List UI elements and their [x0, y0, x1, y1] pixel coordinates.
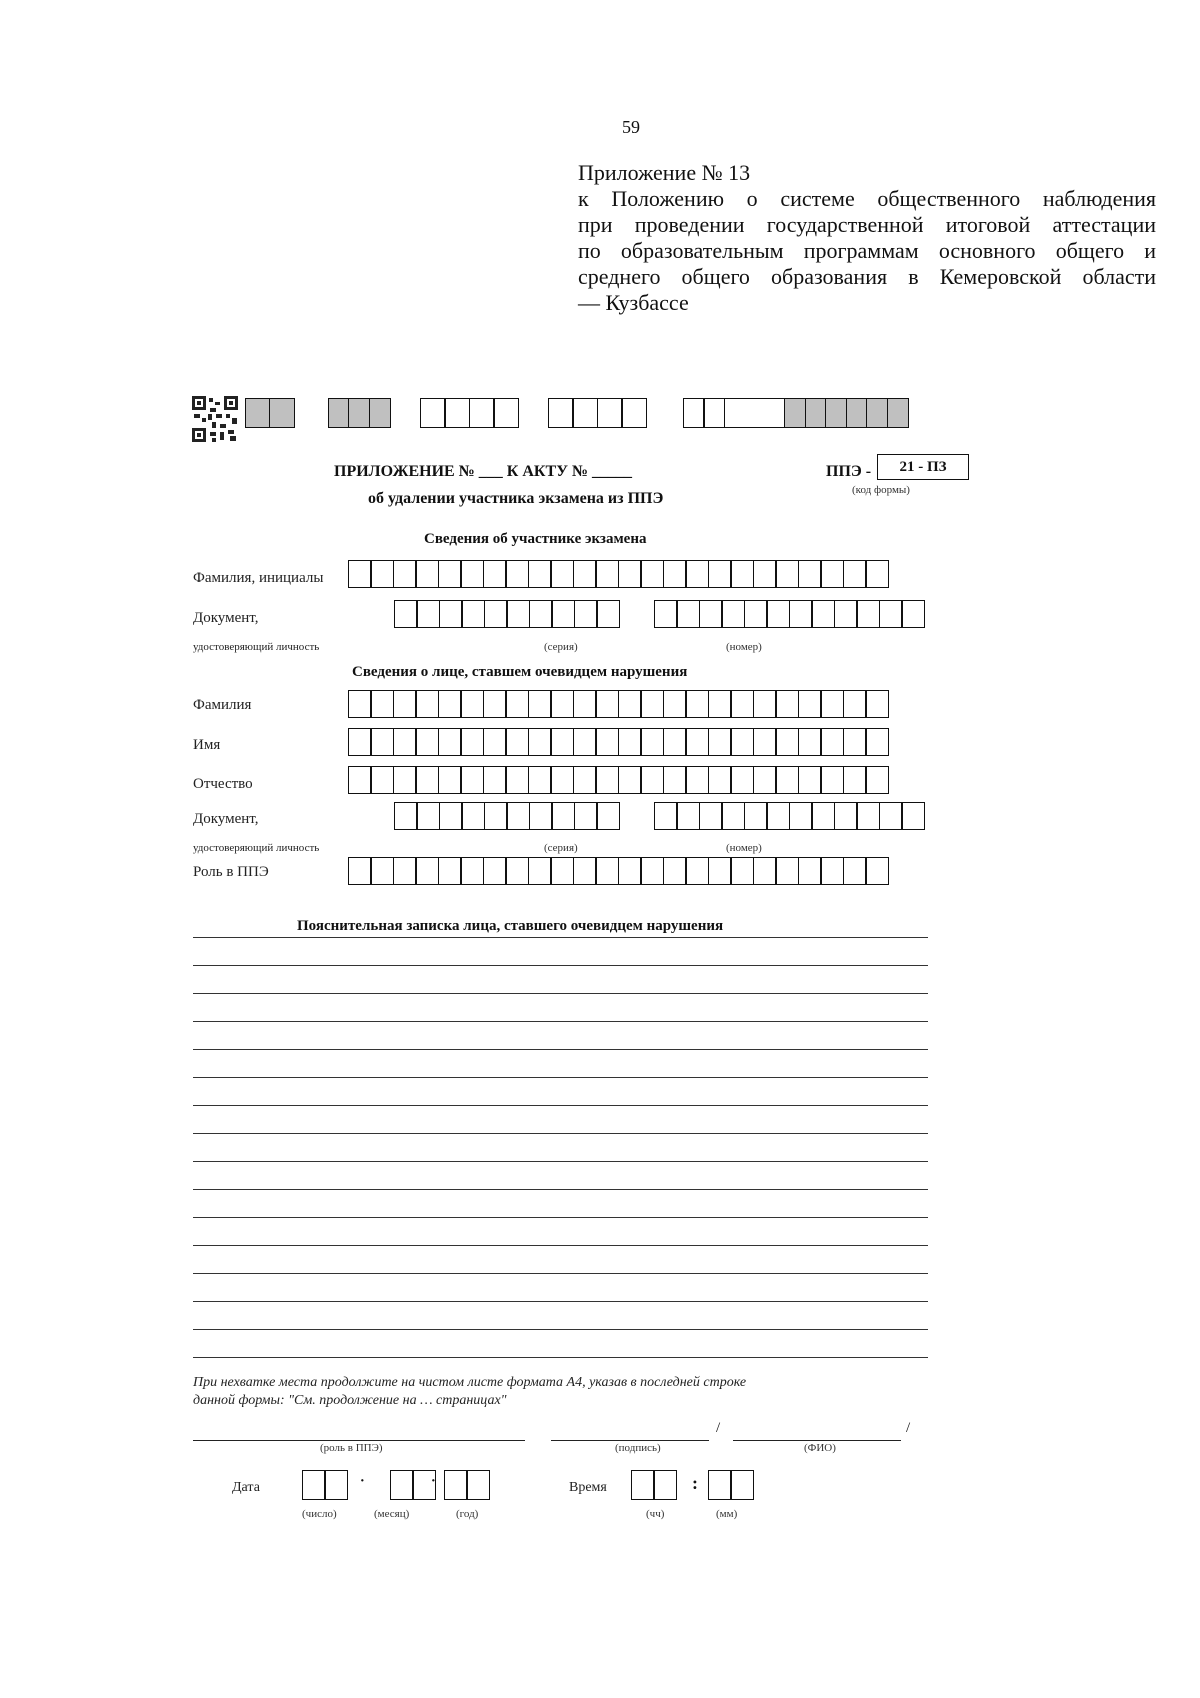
note-line[interactable]: [193, 1301, 928, 1302]
input-cell[interactable]: [618, 857, 642, 885]
qr-code-icon: [192, 396, 238, 442]
input-cell[interactable]: [685, 728, 709, 756]
input-cell[interactable]: [618, 766, 642, 794]
input-cell[interactable]: [483, 728, 507, 756]
input-cell[interactable]: [460, 560, 484, 588]
input-cell[interactable]: [663, 690, 687, 718]
input-cell[interactable]: [775, 857, 799, 885]
note-line[interactable]: [193, 1357, 928, 1358]
input-cell[interactable]: [550, 857, 574, 885]
input-cell[interactable]: [753, 857, 777, 885]
form-code-caption: (код формы): [852, 484, 910, 496]
input-cell[interactable]: [483, 766, 507, 794]
input-cell[interactable]: [663, 728, 687, 756]
input-cell[interactable]: [640, 728, 664, 756]
section-participant-title: Сведения об участнике экзамена: [424, 531, 647, 547]
code-cells-group-3[interactable]: [421, 398, 519, 426]
slash-2: /: [906, 1420, 911, 1436]
date-label: Дата: [232, 1480, 260, 1495]
input-cell[interactable]: [484, 802, 508, 830]
input-cell[interactable]: [699, 802, 723, 830]
input-cell[interactable]: [730, 728, 754, 756]
witness-patronymic-cells[interactable]: [349, 766, 889, 794]
surname-initials-label: Фамилия, инициалы: [193, 570, 324, 586]
input-cell[interactable]: [438, 560, 462, 588]
witness-patronymic-label: Отчество: [193, 776, 253, 792]
note-line[interactable]: [193, 1133, 928, 1134]
input-cell[interactable]: [708, 857, 732, 885]
document-number-cells[interactable]: [655, 600, 925, 628]
note-line[interactable]: [193, 1217, 928, 1218]
input-cell[interactable]: [393, 690, 417, 718]
input-cell[interactable]: [865, 690, 889, 718]
input-cell[interactable]: [721, 802, 745, 830]
input-cell[interactable]: [811, 600, 835, 628]
input-cell[interactable]: [460, 690, 484, 718]
input-cell[interactable]: [574, 600, 598, 628]
input-cell[interactable]: [348, 766, 372, 794]
note-line[interactable]: [193, 1021, 928, 1022]
input-cell[interactable]: [348, 690, 372, 718]
input-cell[interactable]: [574, 802, 598, 830]
note-line[interactable]: [193, 965, 928, 966]
date-year-caption: (год): [456, 1508, 479, 1520]
note-line[interactable]: [193, 937, 928, 938]
input-cell[interactable]: [505, 728, 529, 756]
continuation-note-2: данной формы: "См. продолжение на … страницах": [193, 1393, 507, 1408]
input-cell[interactable]: [834, 802, 858, 830]
appendix-number: Приложение № 13: [578, 160, 751, 185]
input-cell[interactable]: [820, 560, 844, 588]
input-cell[interactable]: [550, 690, 574, 718]
witness-document-number-cells[interactable]: [655, 802, 925, 830]
input-cell[interactable]: [595, 766, 619, 794]
input-cell[interactable]: [573, 766, 597, 794]
input-cell[interactable]: [529, 600, 553, 628]
input-cell[interactable]: [415, 690, 439, 718]
input-cell[interactable]: [865, 560, 889, 588]
ppe-prefix: ППЭ -: [826, 463, 872, 480]
input-cell[interactable]: [699, 600, 723, 628]
input-cell[interactable]: [483, 560, 507, 588]
appendix-line: — Кузбассе: [578, 290, 689, 315]
input-cell[interactable]: [506, 600, 530, 628]
input-cell[interactable]: [685, 857, 709, 885]
time-label: Время: [569, 1480, 607, 1495]
code-cells-group-4[interactable]: [549, 398, 647, 426]
input-cell[interactable]: [730, 560, 754, 588]
sig-role-caption: (роль в ППЭ): [320, 1442, 383, 1454]
input-cell[interactable]: [550, 560, 574, 588]
input-cell[interactable]: [595, 560, 619, 588]
input-cell[interactable]: [843, 857, 867, 885]
input-cell[interactable]: [798, 690, 822, 718]
input-cell[interactable]: [775, 728, 799, 756]
input-cell[interactable]: [551, 802, 575, 830]
input-cell[interactable]: [843, 766, 867, 794]
witness-name-cells[interactable]: [349, 728, 889, 756]
form-code-box: 21 - ПЗ: [877, 454, 969, 480]
form-subtitle: об удалении участника экзамена из ППЭ: [368, 490, 664, 507]
series-caption: (серия): [544, 641, 578, 653]
input-cell[interactable]: [528, 690, 552, 718]
input-cell[interactable]: [820, 766, 844, 794]
input-cell[interactable]: [753, 766, 777, 794]
input-cell[interactable]: [654, 600, 678, 628]
input-cell[interactable]: [730, 857, 754, 885]
input-cell[interactable]: [798, 560, 822, 588]
input-cell[interactable]: [820, 728, 844, 756]
appendix-header: [578, 160, 1156, 316]
input-cell[interactable]: [348, 728, 372, 756]
document-sub-label: удостоверяющий личность: [193, 641, 320, 653]
appendix-line: к Положению о системе общественного наблюдения: [578, 186, 1156, 211]
time-hh-caption: (чч): [646, 1508, 665, 1520]
date-separator-2: ·: [430, 1470, 437, 1492]
input-cell[interactable]: [753, 560, 777, 588]
document-label: Документ,: [193, 610, 259, 626]
sig-fio-caption: (ФИО): [804, 1442, 836, 1454]
input-cell[interactable]: [753, 728, 777, 756]
input-cell[interactable]: [685, 690, 709, 718]
input-cell[interactable]: [879, 802, 903, 830]
input-cell[interactable]: [595, 728, 619, 756]
input-cell[interactable]: [676, 600, 700, 628]
input-cell[interactable]: [789, 802, 813, 830]
signature-line[interactable]: [551, 1440, 709, 1441]
input-cell[interactable]: [766, 600, 790, 628]
input-cell[interactable]: [484, 600, 508, 628]
appendix-line: при проведении государственной итоговой аттестации: [578, 212, 1156, 237]
input-cell[interactable]: [483, 857, 507, 885]
input-cell[interactable]: [505, 690, 529, 718]
input-cell[interactable]: [529, 802, 553, 830]
section-witness-title: Сведения о лице, ставшем очевидцем нарушения: [352, 664, 688, 680]
witness-document-series-cells[interactable]: [395, 802, 620, 830]
input-cell[interactable]: [811, 802, 835, 830]
input-cell[interactable]: [865, 857, 889, 885]
input-cell[interactable]: [640, 690, 664, 718]
input-cell[interactable]: [551, 600, 575, 628]
input-cell[interactable]: [663, 560, 687, 588]
role-cells[interactable]: [349, 857, 889, 885]
witness-series-caption: (серия): [544, 842, 578, 854]
slash-1: /: [716, 1420, 721, 1436]
note-line[interactable]: [193, 1189, 928, 1190]
input-cell[interactable]: [843, 728, 867, 756]
surname-initials-cells[interactable]: [349, 560, 889, 588]
input-cell[interactable]: [685, 766, 709, 794]
input-cell[interactable]: [528, 766, 552, 794]
input-cell[interactable]: [415, 728, 439, 756]
input-cell[interactable]: [550, 766, 574, 794]
input-cell[interactable]: [595, 857, 619, 885]
input-cell[interactable]: [393, 728, 417, 756]
input-cell[interactable]: [439, 600, 463, 628]
input-cell[interactable]: [393, 766, 417, 794]
time-hh-cells[interactable]: [632, 1470, 677, 1498]
input-cell[interactable]: [506, 802, 530, 830]
time-mm-caption: (мм): [716, 1508, 738, 1520]
input-cell[interactable]: [789, 600, 813, 628]
input-cell[interactable]: [775, 560, 799, 588]
date-month-caption: (месяц): [374, 1508, 410, 1520]
input-cell[interactable]: [708, 728, 732, 756]
input-cell[interactable]: [370, 560, 394, 588]
witness-document-label: Документ,: [193, 811, 259, 827]
note-line[interactable]: [193, 1245, 928, 1246]
input-cell[interactable]: [483, 690, 507, 718]
input-cell[interactable]: [843, 690, 867, 718]
input-cell[interactable]: [753, 690, 777, 718]
sig-sign-caption: (подпись): [615, 1442, 661, 1454]
date-day-caption: (число): [302, 1508, 337, 1520]
code-cells-group-1[interactable]: [246, 398, 295, 426]
time-colon: :: [692, 1473, 698, 1493]
input-cell[interactable]: [438, 857, 462, 885]
date-day-cells[interactable]: [303, 1470, 348, 1498]
appendix-line: по образовательным программам основного общего и: [578, 238, 1156, 263]
input-cell[interactable]: [528, 728, 552, 756]
witness-surname-label: Фамилия: [193, 697, 252, 713]
input-cell[interactable]: [550, 728, 574, 756]
input-cell[interactable]: [843, 560, 867, 588]
role-label: Роль в ППЭ: [193, 864, 269, 880]
input-cell[interactable]: [528, 560, 552, 588]
input-cell[interactable]: [573, 857, 597, 885]
date-separator-1: ·: [359, 1470, 366, 1492]
note-line[interactable]: [193, 1161, 928, 1162]
input-cell[interactable]: [663, 766, 687, 794]
input-cell[interactable]: [505, 857, 529, 885]
note-line[interactable]: [193, 1273, 928, 1274]
input-cell[interactable]: [505, 560, 529, 588]
input-cell[interactable]: [798, 857, 822, 885]
input-cell[interactable]: [618, 560, 642, 588]
input-cell[interactable]: [618, 690, 642, 718]
input-cell[interactable]: [394, 802, 418, 830]
note-line[interactable]: [193, 1077, 928, 1078]
input-cell[interactable]: [798, 766, 822, 794]
input-cell[interactable]: [595, 690, 619, 718]
input-cell[interactable]: [573, 728, 597, 756]
input-cell[interactable]: [640, 857, 664, 885]
input-cell[interactable]: [370, 857, 394, 885]
input-cell[interactable]: [370, 690, 394, 718]
input-cell[interactable]: [640, 766, 664, 794]
input-cell[interactable]: [438, 728, 462, 756]
input-cell[interactable]: [438, 766, 462, 794]
document-series-cells[interactable]: [395, 600, 620, 628]
input-cell[interactable]: [730, 766, 754, 794]
code-cells-group-5[interactable]: [684, 398, 909, 426]
input-cell[interactable]: [596, 802, 620, 830]
input-cell[interactable]: [820, 690, 844, 718]
witness-surname-cells[interactable]: [349, 690, 889, 718]
input-cell[interactable]: [393, 857, 417, 885]
input-cell[interactable]: [654, 802, 678, 830]
page-number: 59: [622, 117, 640, 137]
code-cells-group-2[interactable]: [329, 398, 391, 426]
input-cell[interactable]: [820, 857, 844, 885]
input-cell[interactable]: [865, 766, 889, 794]
input-cell[interactable]: [640, 560, 664, 588]
input-cell[interactable]: [798, 728, 822, 756]
input-cell[interactable]: [744, 802, 768, 830]
input-cell[interactable]: [901, 802, 925, 830]
note-line[interactable]: [193, 1329, 928, 1330]
input-cell[interactable]: [460, 857, 484, 885]
input-cell[interactable]: [505, 766, 529, 794]
input-cell[interactable]: [416, 600, 440, 628]
input-cell[interactable]: [415, 560, 439, 588]
date-year-cells[interactable]: [445, 1470, 490, 1498]
role-signature-line[interactable]: [193, 1440, 525, 1441]
note-line[interactable]: [193, 1105, 928, 1106]
input-cell[interactable]: [708, 766, 732, 794]
input-cell[interactable]: [461, 600, 485, 628]
input-cell[interactable]: [721, 600, 745, 628]
input-cell[interactable]: [415, 766, 439, 794]
input-cell[interactable]: [708, 560, 732, 588]
input-cell[interactable]: [596, 600, 620, 628]
input-cell[interactable]: [415, 857, 439, 885]
input-cell[interactable]: [460, 728, 484, 756]
input-cell[interactable]: [676, 802, 700, 830]
input-cell[interactable]: [348, 560, 372, 588]
input-cell[interactable]: [879, 600, 903, 628]
note-line[interactable]: [193, 993, 928, 994]
input-cell[interactable]: [685, 560, 709, 588]
appendix-line: среднего общего образования в Кемеровской области: [578, 264, 1156, 289]
input-cell[interactable]: [573, 560, 597, 588]
input-cell[interactable]: [766, 802, 790, 830]
witness-name-label: Имя: [193, 737, 221, 753]
input-cell[interactable]: [856, 600, 880, 628]
input-cell[interactable]: [865, 728, 889, 756]
input-cell[interactable]: [416, 802, 440, 830]
form-title: ПРИЛОЖЕНИЕ № ___ К АКТУ № _____: [334, 463, 633, 480]
witness-document-sub-label: удостоверяющий личность: [193, 842, 320, 854]
input-cell[interactable]: [528, 857, 552, 885]
input-cell[interactable]: [394, 600, 418, 628]
input-cell[interactable]: [370, 766, 394, 794]
fio-signature-line[interactable]: [733, 1440, 901, 1441]
input-cell[interactable]: [775, 766, 799, 794]
input-cell[interactable]: [439, 802, 463, 830]
note-line[interactable]: [193, 1049, 928, 1050]
input-cell[interactable]: [856, 802, 880, 830]
witness-number-caption: (номер): [726, 842, 762, 854]
number-caption: (номер): [726, 641, 762, 653]
input-cell[interactable]: [438, 690, 462, 718]
input-cell[interactable]: [348, 857, 372, 885]
input-cell[interactable]: [744, 600, 768, 628]
input-cell[interactable]: [460, 766, 484, 794]
note-title: Пояснительная записка лица, ставшего очевидцем нарушения: [297, 918, 724, 934]
input-cell[interactable]: [775, 690, 799, 718]
input-cell[interactable]: [370, 728, 394, 756]
input-cell[interactable]: [730, 690, 754, 718]
input-cell[interactable]: [901, 600, 925, 628]
input-cell[interactable]: [708, 690, 732, 718]
input-cell[interactable]: [461, 802, 485, 830]
continuation-note: При нехватке места продолжите на чистом листе формата А4, указав в последней строке: [193, 1375, 747, 1390]
input-cell[interactable]: [663, 857, 687, 885]
time-mm-cells[interactable]: [709, 1470, 754, 1498]
input-cell[interactable]: [393, 560, 417, 588]
input-cell[interactable]: [618, 728, 642, 756]
input-cell[interactable]: [834, 600, 858, 628]
input-cell[interactable]: [573, 690, 597, 718]
